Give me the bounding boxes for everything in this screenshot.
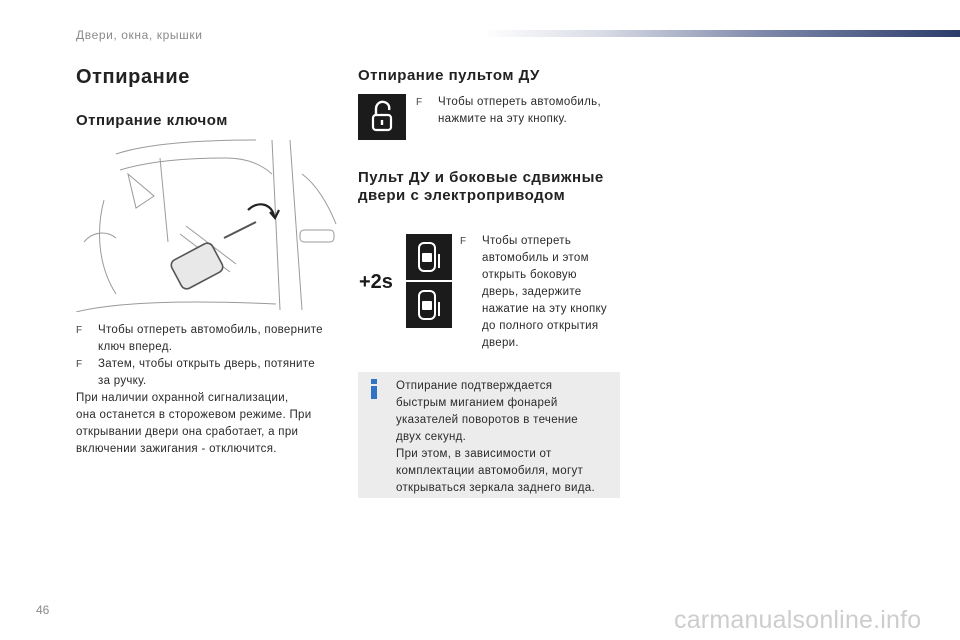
- info-line: При этом, в зависимости от: [396, 448, 552, 460]
- paragraph-line: включении зажигания - отключится.: [76, 443, 277, 455]
- info-line: Отпирание подтверждается: [396, 380, 553, 392]
- heading-line: двери с электроприводом: [358, 187, 566, 204]
- heading-line: Пульт ДУ и боковые сдвижные: [358, 169, 604, 186]
- section-title: Двери, окна, крышки: [76, 28, 203, 42]
- header-rule: [482, 30, 960, 37]
- bullet-text-line: двери.: [482, 337, 519, 349]
- bullet-text-line: Затем, чтобы открыть дверь, потяните: [98, 358, 315, 370]
- key-unlock-heading: Отпирание ключом: [76, 112, 228, 129]
- bullet-marker: F: [460, 236, 467, 247]
- unlock-padlock-icon: [358, 94, 406, 140]
- bullet-press-unlock: [416, 94, 626, 128]
- bullet-marker: F: [416, 97, 423, 108]
- sliding-doors-heading: [358, 169, 604, 205]
- page-number: 46: [36, 603, 50, 617]
- paragraph-line: открывании двери она сработает, а при: [76, 426, 299, 438]
- bullet-text-line: открыть боковую: [482, 269, 577, 281]
- key-in-door-illustration: [76, 134, 340, 312]
- bullet-text-line: дверь, задержите: [482, 286, 582, 298]
- bullet-text-line: ключ вперед.: [98, 341, 173, 353]
- unlock-button-image: [358, 94, 406, 140]
- bullet-text-line: автомобиль и этом: [482, 252, 589, 264]
- sliding-door-icon: [406, 234, 452, 280]
- bullet-hold-button: [460, 233, 630, 352]
- paragraph-line: При наличии охранной сигнализации,: [76, 392, 289, 404]
- info-line: указателей поворотов в течение: [396, 414, 578, 426]
- bullet-text-line: за ручку.: [98, 375, 147, 387]
- sliding-door-button-image: [406, 234, 452, 280]
- page-heading: Отпирание: [76, 66, 190, 88]
- info-icon: [366, 378, 382, 400]
- info-line: комплектации автомобиля, могут: [396, 465, 584, 477]
- info-line: быстрым миганием фонарей: [396, 397, 558, 409]
- watermark: carmanualsonline.info: [674, 606, 922, 634]
- bullet-text-line: до полного открытия: [482, 320, 599, 332]
- info-line: двух секунд.: [396, 431, 467, 443]
- hold-2s-label: +2s: [359, 271, 393, 293]
- bullet-text-line: Чтобы отпереть автомобиль, поверните: [98, 324, 323, 336]
- bullet-pull-handle: [76, 356, 346, 390]
- bullet-text-line: нажмите на эту кнопку.: [438, 113, 567, 125]
- alarm-paragraph: [76, 390, 346, 458]
- hold-2s-symbol: [358, 267, 402, 293]
- remote-unlock-heading: Отпирание пультом ДУ: [358, 67, 540, 84]
- info-line: открываться зеркала заднего вида.: [396, 482, 595, 494]
- bullet-text-line: Чтобы отпереть автомобиль,: [438, 96, 601, 108]
- bullet-turn-key: [76, 322, 346, 356]
- sliding-door-icon: [406, 282, 452, 328]
- bullet-marker: F: [76, 325, 83, 336]
- sliding-door-button-image: [406, 282, 452, 328]
- bullet-text-line: Чтобы отпереть: [482, 235, 572, 247]
- paragraph-line: она останется в сторожевом режиме. При: [76, 409, 312, 421]
- bullet-text-line: нажатие на эту кнопку: [482, 303, 607, 315]
- info-text: [396, 378, 618, 497]
- bullet-marker: F: [76, 359, 83, 370]
